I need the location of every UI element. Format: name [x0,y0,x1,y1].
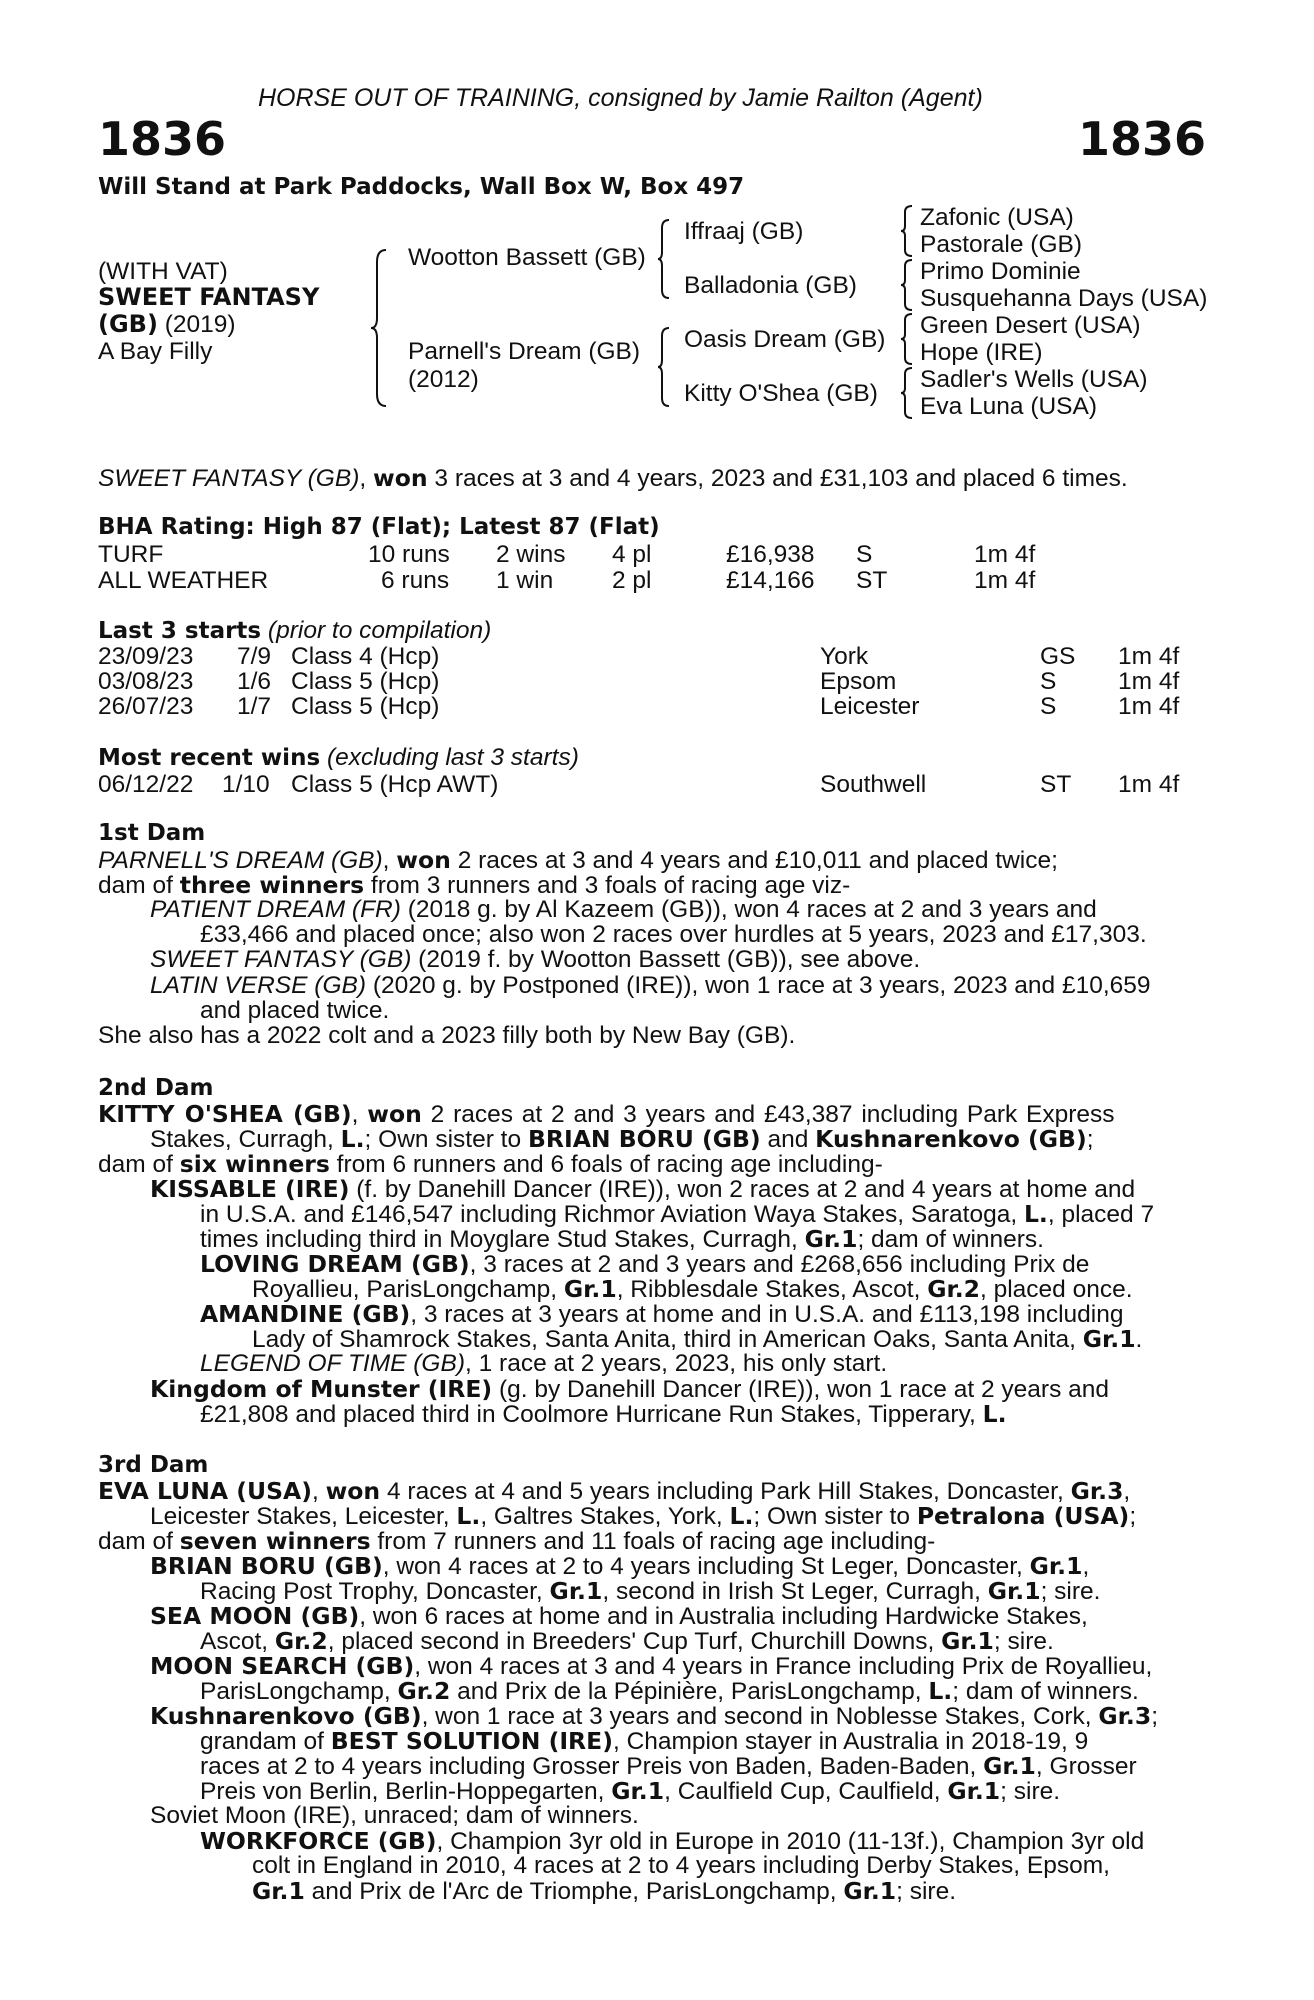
group-label: Gr.1 [941,1627,994,1655]
text-run: Royallieu, ParisLongchamp, [252,1276,564,1303]
pedigree-brace-main [370,248,388,408]
pedigree-brace-sire [657,218,671,300]
listed-label: L. [982,1400,1007,1428]
text-run: Stakes, Curragh, [150,1126,341,1153]
produce-name: SEA MOON (GB) [150,1602,360,1630]
pedigree-dds: Sadler's Wells (USA) [920,366,1148,393]
summary-horse-name: SWEET FANTASY (GB) [98,465,360,492]
produce-name: KISSABLE (IRE) [150,1175,350,1203]
text-run: , [1082,1553,1090,1580]
text-run: from 6 runners and 6 foals of racing age including- [329,1151,883,1178]
won-label: won [396,846,451,874]
pedigree-ssd: Pastorale (GB) [920,231,1083,258]
text-run: , Champion 3yr old in Europe in 2010 (11-13f.), Champion 3yr old [436,1828,1145,1855]
summary-won: won [372,464,428,492]
group-label: Gr.1 [1082,1325,1136,1353]
text-run: races at 2 to 4 years including Grosser Preis von Baden, Baden-Baden, [200,1753,984,1780]
produce-entry: Soviet Moon (IRE), unraced; dam of winners. [150,1802,639,1829]
produce-name: SWEET FANTASY (GB) [150,946,412,973]
group-label: Gr.1 [983,1752,1036,1780]
text-run: Racing Post Trophy, Doncaster, [200,1578,550,1605]
horse-description: A Bay Filly [98,338,213,365]
win-date: 06/12/22 [98,771,194,798]
text-run: , Galtres Stakes, York, [480,1503,730,1530]
start-distance: 1m 4f [1118,693,1180,720]
pedigree-brace-dam [657,326,671,408]
win-position: 1/10 [222,771,270,798]
winners-count: three winners [179,871,365,899]
pedigree-dam-dam: Kitty O'Shea (GB) [684,380,878,407]
relative-name: Petralona (USA) [916,1502,1130,1530]
produce-name: LOVING DREAM (GB) [200,1250,470,1278]
second-dam-heading: 2nd Dam [98,1075,214,1101]
text-run: ; Own sister to [753,1503,917,1530]
listed-label: L. [1023,1200,1048,1228]
pedigree-sds: Primo Dominie [920,258,1081,285]
start-race: Class 5 (Hcp) [291,693,440,720]
text-run: , won 4 races at 2 to 4 years including St Leger, Doncaster, [382,1553,1030,1580]
winners-count: seven winners [179,1527,371,1555]
text-run: ; dam of winners. [952,1678,1139,1705]
listed-label: L. [928,1677,953,1705]
text-run: , Caulfield Cup, Caulfield, [664,1778,948,1805]
pedigree-brace-dd [900,366,914,420]
text-run: , placed second in Breeders' Cup Turf, Churchill Downs, [327,1628,942,1655]
recent-wins-title: Most recent wins [98,745,321,771]
grand-produce-name: WORKFORCE (GB) [200,1827,437,1855]
text-run: (2019 f. by Wootton Bassett (GB)), see above. [411,946,921,973]
text-run: , Grosser [1035,1753,1137,1780]
start-distance: 1m 4f [1118,643,1180,670]
group-label: Gr.1 [1029,1552,1083,1580]
start-course: Epsom [820,668,897,695]
third-dam-heading: 3rd Dam [98,1452,209,1478]
produce-name: Kushnarenkovo (GB) [150,1702,422,1730]
start-race: Class 5 (Hcp) [291,668,440,695]
pedigree-brace-ds [900,312,914,366]
text-run: , won 6 races at home and in Australia including Hardwicke Stakes, [359,1603,1088,1630]
text-run: , [311,1478,326,1505]
text-run: times including third in Moyglare Stud Stakes, Curragh, [200,1226,805,1253]
text-run: , [382,847,397,874]
text-run: dam of [98,1528,180,1555]
text-run: dam of [98,1151,180,1178]
third-dam-name: EVA LUNA (USA) [98,1477,312,1505]
rating-wins: 2 wins [496,541,566,568]
rating-surface: ALL WEATHER [98,567,269,594]
group-label: Gr.1 [804,1225,858,1253]
rating-wins: 1 win [496,567,554,594]
text-run: , [351,1101,368,1128]
start-position: 7/9 [237,643,272,670]
start-position: 1/6 [237,668,272,695]
rating-heading: BHA Rating: High 87 (Flat); Latest 87 (Flat) [98,514,660,540]
text-run: Preis von Berlin, Berlin-Hoppegarten, [200,1778,612,1805]
text-run: (2018 g. by Al Kazeem (GB)), won 4 races at 2 and 3 years and [400,896,1097,923]
text-run: 4 races at 4 and 5 years including Park Hill Stakes, Doncaster, [380,1478,1071,1505]
rating-prize: £14,166 [726,567,815,594]
text-run: dam of [98,872,180,899]
start-course: York [820,643,869,670]
location-line: Will Stand at Park Paddocks, Wall Box W, Box 497 [98,174,745,200]
text-run: , won 1 race at 3 years and second in Noblesse Stakes, Cork, [421,1703,1099,1730]
produce-entry-cont [200,1400,1007,1429]
text-run: (f. by Danehill Dancer (IRE)), won 2 races at 2 and 4 years at home and [349,1176,1136,1203]
first-dam-name: PARNELL'S DREAM (GB) [98,847,383,874]
text-run: Leicester Stakes, Leicester, [150,1503,457,1530]
group-label: Gr.3 [1070,1477,1124,1505]
text-run: , 1 race at 2 years, 2023, his only start. [465,1350,888,1377]
produce-name: MOON SEARCH (GB) [150,1652,415,1680]
start-race: Class 4 (Hcp) [291,643,440,670]
text-run: from 3 runners and 3 foals of racing age viz- [364,872,851,899]
win-going: ST [1040,771,1072,798]
horse-country: (GB) [98,310,158,338]
last3-note: (prior to compilation) [261,617,492,644]
text-run: grandam of [200,1728,331,1755]
listed-label: L. [729,1502,754,1530]
listed-label: L. [340,1125,365,1153]
text-run: (2020 g. by Postponed (IRE)), won 1 race at 3 years, 2023 and £10,659 [366,972,1151,999]
listed-label: L. [456,1502,481,1530]
group-label: Gr.1 [611,1777,665,1805]
relative-name: Kushnarenkovo (GB) [815,1125,1087,1153]
start-going: GS [1040,643,1076,670]
start-going: S [1040,693,1057,720]
text-run: Lady of Shamrock Stakes, Santa Anita, third in American Oaks, Santa Anita, [252,1326,1083,1353]
horse-year-line [98,310,236,339]
text-run: and [760,1126,816,1153]
grand-produce-entry [200,1350,887,1378]
win-course: Southwell [820,771,927,798]
text-run: ; sire. [1000,1778,1061,1805]
horse-year: (2019) [164,311,236,338]
pedigree-sire: Wootton Bassett (GB) [408,244,646,271]
won-label: won [325,1477,381,1505]
start-date: 26/07/23 [98,693,194,720]
pedigree-dam: Parnell's Dream (GB) [408,338,641,365]
relative-name: BRIAN BORU (GB) [527,1125,761,1153]
produce-name: LEGEND OF TIME (GB) [200,1350,465,1377]
text-run: ; sire. [1040,1578,1101,1605]
lot-number-right: 1836 [1077,112,1206,166]
grand-produce-entry-cont [252,1877,956,1906]
text-run: (g. by Danehill Dancer (IRE)), won 1 race at 2 years and [492,1376,1110,1403]
group-label: Gr.2 [397,1677,451,1705]
start-position: 1/7 [237,693,272,720]
produce-name: PATIENT DREAM (FR) [150,896,401,923]
won-label: won [367,1100,422,1128]
group-label: Gr.1 [549,1577,603,1605]
grand-produce-entry-cont: colt in England in 2010, 4 races at 2 to 4 years including Derby Stakes, Epsom, [252,1852,1110,1879]
race-summary: SWEET FANTASY (GB), won 3 races at 3 and 4 years, 2023 and £31,103 and placed 6 times. [98,464,1128,492]
text-run: ParisLongchamp, [200,1678,398,1705]
rating-going: S [856,541,873,568]
produce-name: BRIAN BORU (GB) [150,1552,383,1580]
produce-entry-cont: £33,466 and placed once; also won 2 races over hurdles at 5 years, 2023 and £17,303. [200,921,1147,948]
rating-prize: £16,938 [726,541,815,568]
text-run: ; [1151,1703,1159,1730]
rating-going: ST [856,567,888,594]
rating-placed: 4 pl [612,541,652,568]
group-label: Gr.2 [927,1275,980,1303]
text-run: ; Own sister to [364,1126,528,1153]
start-date: 23/09/23 [98,643,194,670]
consignment-line: HORSE OUT OF TRAINING, consigned by Jamie Railton (Agent) [258,84,983,112]
group-label: Gr.1 [947,1777,1001,1805]
produce-name: LATIN VERSE (GB) [150,972,367,999]
first-dam-heading: 1st Dam [98,820,206,846]
pedigree-brace-sd [900,258,914,312]
start-course: Leicester [820,693,920,720]
group-label: Gr.2 [274,1627,328,1655]
produce-entry [150,946,920,974]
pedigree-sire-dam: Balladonia (GB) [684,272,857,299]
last3-title: Last 3 starts [98,618,262,644]
summary-text: 3 races at 3 and 4 years, 2023 and £31,103 and placed 6 times. [427,465,1128,492]
start-date: 03/08/23 [98,668,194,695]
grand-produce-name: BEST SOLUTION (IRE) [330,1727,613,1755]
text-run: £21,808 and placed third in Coolmore Hurricane Run Stakes, Tipperary, [200,1401,983,1428]
text-run: , 3 races at 2 and 3 years and £268,656 including Prix de [469,1251,1090,1278]
text-run: from 7 runners and 11 foals of racing age including- [370,1528,936,1555]
produce-name: Kingdom of Munster (IRE) [150,1375,493,1403]
text-run: ; [1129,1503,1137,1530]
produce-entry [150,896,1097,924]
text-run: ; sire. [993,1628,1054,1655]
text-run: ; sire. [896,1878,957,1905]
pedigree-dsd: Hope (IRE) [920,339,1043,366]
text-run: ; dam of winners. [857,1226,1044,1253]
text-run: and Prix de l'Arc de Triomphe, ParisLongchamp, [304,1878,844,1905]
produce-entry [150,972,1151,1000]
pedigree-ddd: Eva Luna (USA) [920,393,1098,420]
rating-placed: 2 pl [612,567,652,594]
pedigree-dam-sire: Oasis Dream (GB) [684,326,886,353]
group-label: Gr.1 [843,1877,897,1905]
text-run: ; [1086,1126,1094,1153]
rating-runs: 10 runs [368,541,450,568]
produce-entry-cont: and placed twice. [200,997,390,1024]
start-going: S [1040,668,1057,695]
text-run: , 3 races at 3 years at home and in U.S.A. and £113,198 including [410,1301,1124,1328]
pedigree-sdd: Susquehanna Days (USA) [920,285,1208,312]
text-run: , [1123,1478,1131,1505]
pedigree-dss: Green Desert (USA) [920,312,1141,339]
horse-name: SWEET FANTASY [98,283,320,311]
pedigree-sss: Zafonic (USA) [920,204,1074,231]
group-label: Gr.1 [563,1275,617,1303]
recent-wins-note: (excluding last 3 starts) [320,744,579,771]
vat-label: (WITH VAT) [98,258,228,285]
text-run: 2 races at 3 and 4 years and £10,011 and placed twice; [450,847,1058,874]
rating-surface: TURF [98,541,164,568]
group-label: Gr.1 [987,1577,1041,1605]
win-distance: 1m 4f [1118,771,1180,798]
winners-count: six winners [179,1150,330,1178]
text-run: , placed 7 [1047,1201,1155,1228]
lot-number-left: 1836 [98,112,227,166]
rating-distance: 1m 4f [974,567,1036,594]
last3-heading [98,617,491,645]
text-run: , Champion stayer in Australia in 2018-19, 9 [612,1728,1089,1755]
pedigree-dam-year: (2012) [408,366,479,393]
rating-distance: 1m 4f [974,541,1036,568]
text-run: Ascot, [200,1628,275,1655]
text-run: , placed once. [980,1276,1133,1303]
win-race: Class 5 (Hcp AWT) [291,771,499,798]
text-run: , won 4 races at 3 and 4 years in France including Prix de Royallieu, [414,1653,1153,1680]
produce-name: AMANDINE (GB) [200,1300,411,1328]
text-run: and Prix de la Pépinière, ParisLongchamp, [450,1678,929,1705]
group-label: Gr.1 [252,1877,305,1905]
text-run: 2 races at 2 and 3 years and £43,387 including Park Express [421,1101,1115,1128]
recent-wins-heading [98,744,579,772]
second-dam-name: KITTY O'SHEA (GB) [98,1100,352,1128]
text-run: in U.S.A. and £146,547 including Richmor Aviation Waya Stakes, Saratoga, [200,1201,1024,1228]
pedigree-sire-sire: Iffraaj (GB) [684,218,804,245]
start-distance: 1m 4f [1118,668,1180,695]
group-label: Gr.3 [1098,1702,1152,1730]
rating-runs: 6 runs [381,567,450,594]
text-run: , second in Irish St Leger, Curragh, [602,1578,988,1605]
first-dam-note: She also has a 2022 colt and a 2023 filly both by New Bay (GB). [98,1022,796,1049]
text-run: , Ribblesdale Stakes, Ascot, [616,1276,928,1303]
text-run: . [1135,1326,1143,1353]
pedigree-brace-ss [900,204,914,258]
